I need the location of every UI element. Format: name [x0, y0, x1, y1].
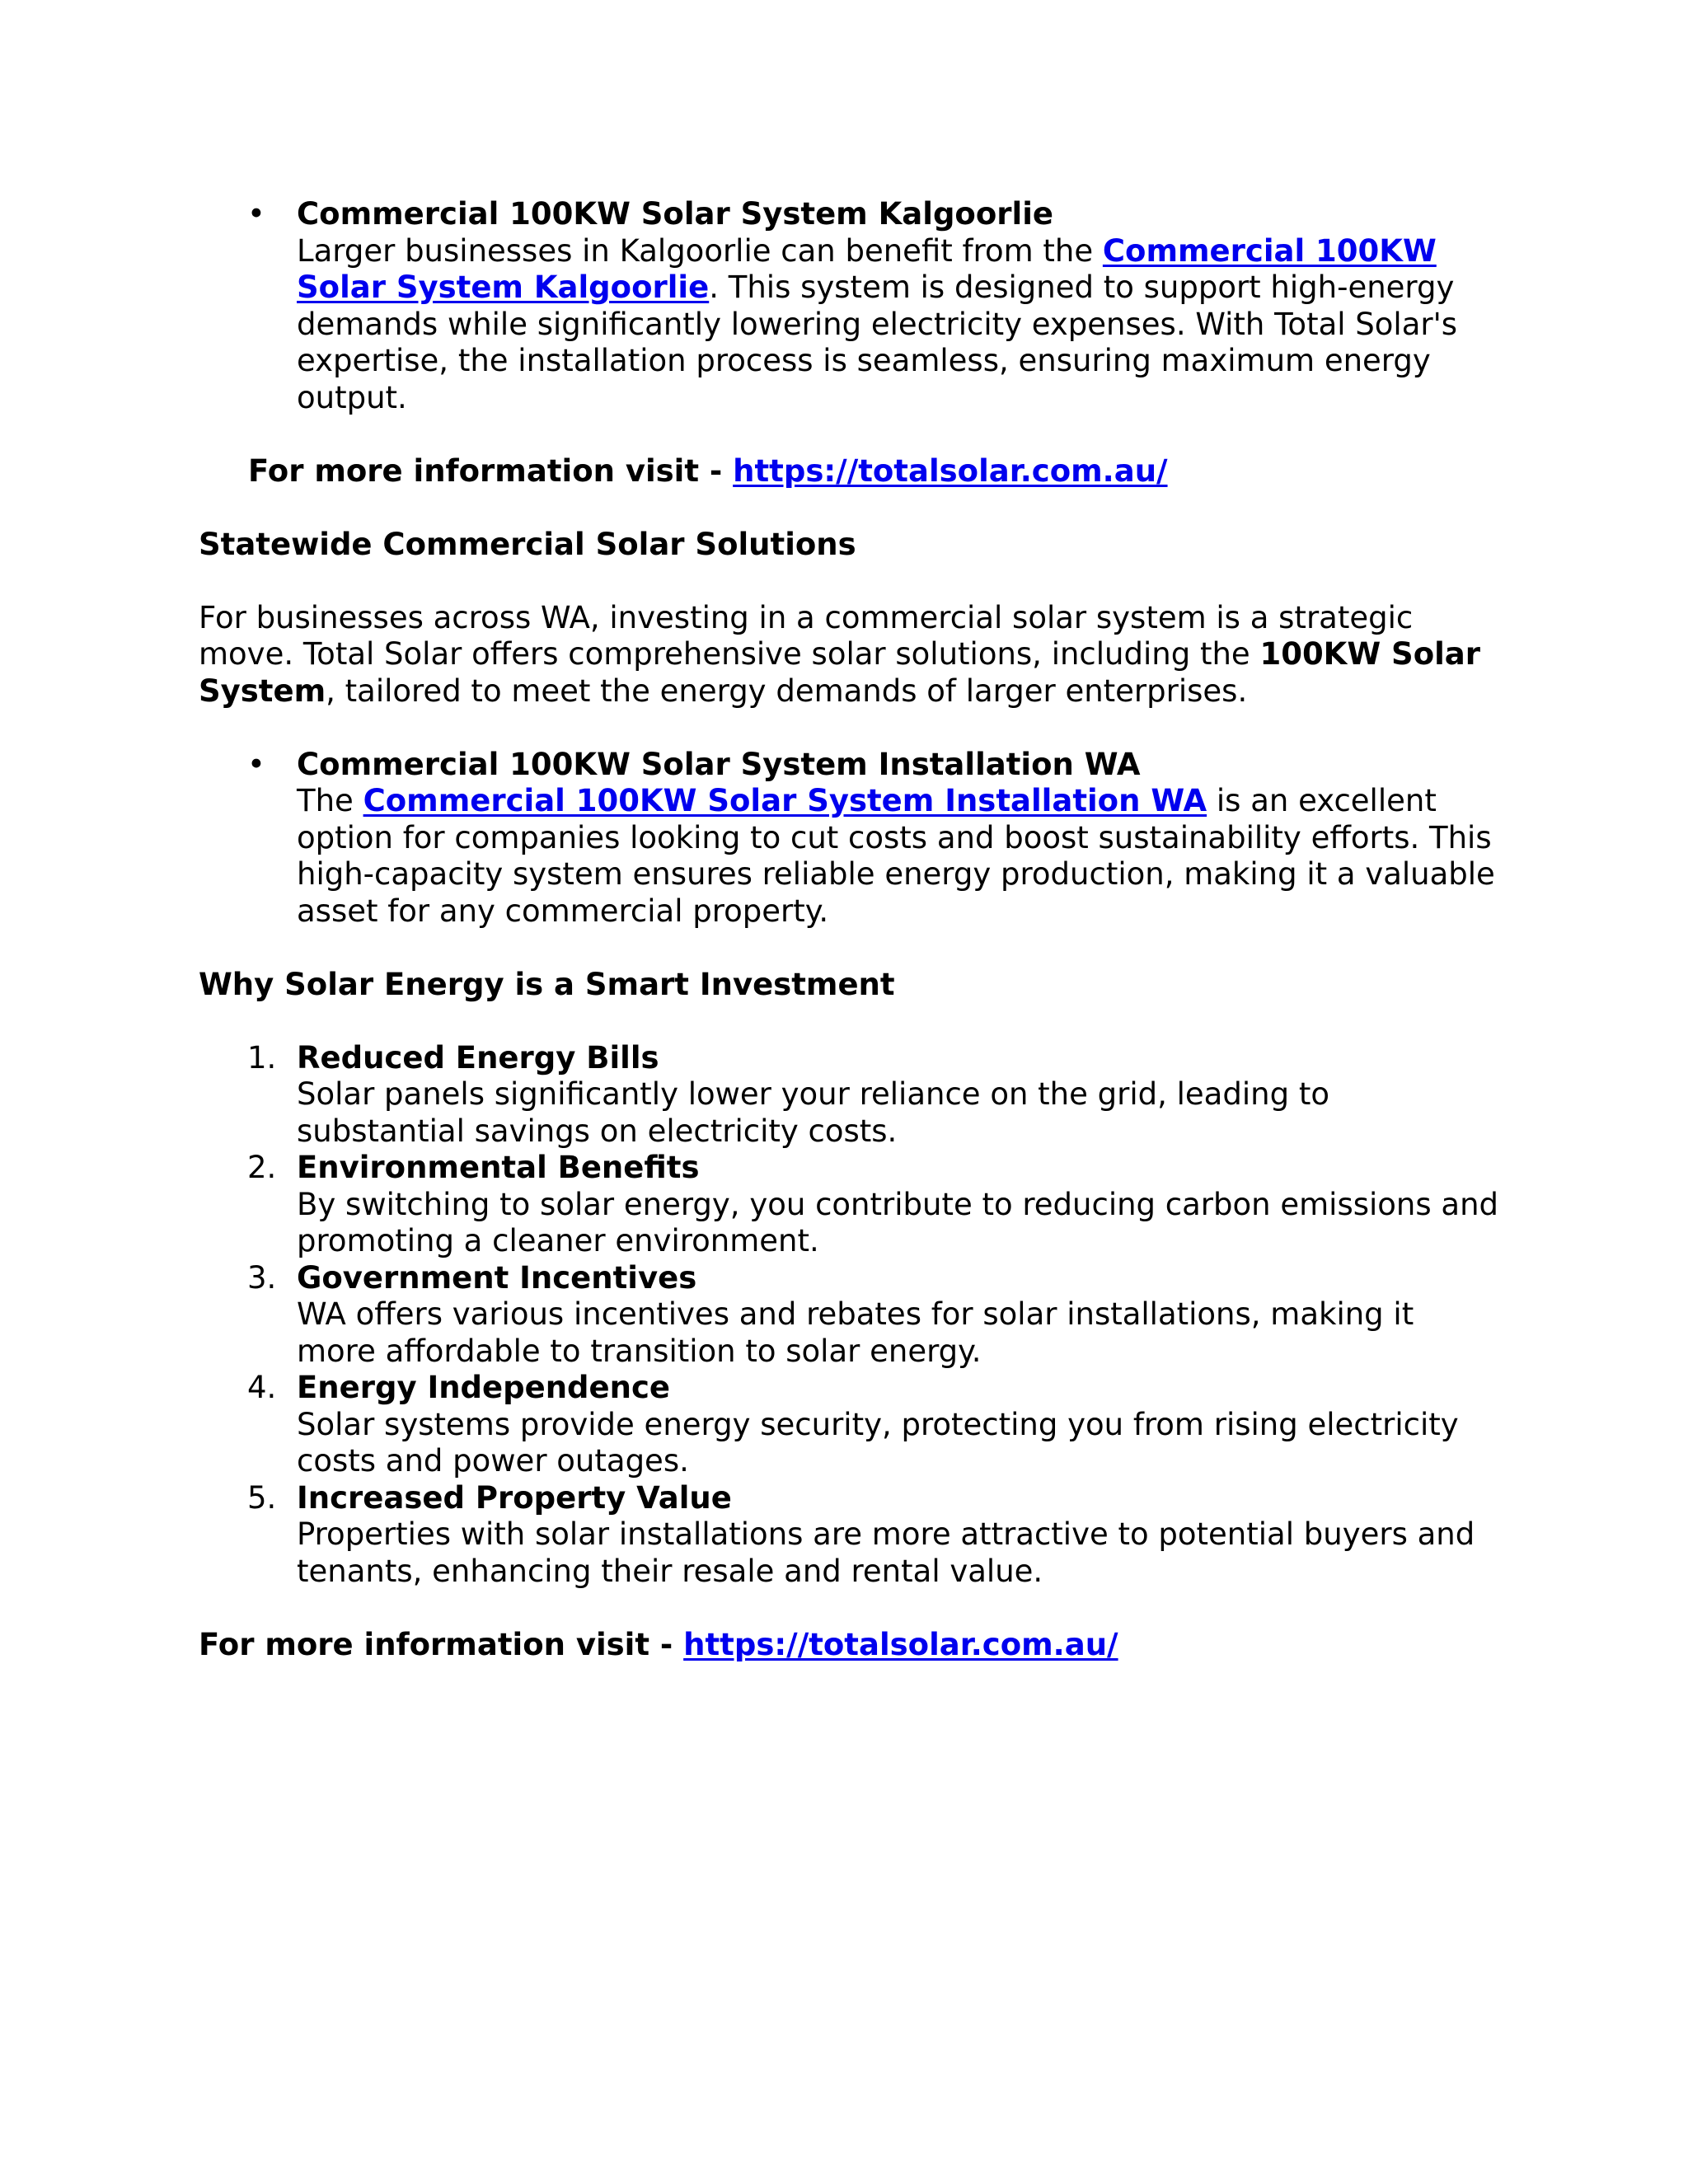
body-text: is an excellent option for companies looking to cut costs and boost sustainability efforts. This high-capacity system ensures reliable energy production, making it a valuable asset for any commercial property.	[297, 783, 1495, 929]
item-body: By switching to solar energy, you contribute to reducing carbon emissions and promoting a cleaner environment.	[297, 1186, 1499, 1258]
document-page	[199, 196, 1501, 1663]
item-title: Energy Independence	[297, 1370, 670, 1405]
installation-bullet-list	[199, 747, 1501, 930]
body-text: , tailored to meet the energy demands of larger enterprises.	[326, 673, 1248, 709]
item-title: Environmental Benefits	[297, 1150, 700, 1185]
item-title: Commercial 100KW Solar System Kalgoorlie	[297, 196, 1053, 232]
statewide-paragraph	[199, 600, 1501, 710]
item-body	[297, 233, 1501, 417]
bullet-icon: •	[247, 196, 265, 232]
body-text: The	[297, 783, 363, 818]
item-title: Reduced Energy Bills	[297, 1039, 659, 1076]
totalsolar-link[interactable]: https://totalsolar.com.au/	[683, 1626, 1118, 1662]
list-item	[247, 1370, 1501, 1480]
list-number: 4.	[247, 1370, 277, 1405]
installation-wa-link[interactable]: Commercial 100KW Solar System Installation WA	[363, 783, 1207, 818]
more-info-label: For more information visit -	[248, 452, 734, 489]
kalgoorlie-bullet-list	[199, 196, 1501, 416]
list-item	[247, 196, 1501, 416]
item-body: WA offers various incentives and rebates for solar installations, making it more affordable to transition to solar energy.	[297, 1296, 1414, 1369]
item-title: Commercial 100KW Solar System Installation WA	[297, 746, 1141, 782]
body-text: For businesses across WA, investing in a commercial solar system is a strategic move. Total Solar offers comprehensive solar solutions, including the	[199, 599, 1414, 672]
totalsolar-link[interactable]: https://totalsolar.com.au/	[733, 452, 1168, 489]
list-number: 3.	[247, 1259, 277, 1296]
item-title: Increased Property Value	[297, 1479, 732, 1516]
more-info-line	[199, 453, 1501, 490]
item-body: Properties with solar installations are more attractive to potential buyers and tenants, enhancing their resale and rental value.	[297, 1516, 1475, 1589]
bullet-icon: •	[247, 746, 265, 782]
section-heading: Statewide Commercial Solar Solutions	[199, 526, 856, 562]
list-number: 1.	[247, 1039, 277, 1076]
benefits-list	[199, 1040, 1501, 1591]
item-body: Solar systems provide energy security, protecting you from rising electricity costs and power outages.	[297, 1406, 1459, 1479]
more-info-label: For more information visit -	[199, 1626, 684, 1662]
list-number: 2.	[247, 1150, 277, 1185]
list-item	[247, 1039, 1501, 1151]
list-item	[247, 746, 1501, 930]
bold-text: 100KW Solar System	[199, 636, 1481, 709]
list-item	[247, 1259, 1501, 1371]
item-title: Government Incentives	[297, 1259, 697, 1296]
list-item	[247, 1150, 1501, 1260]
list-item	[247, 1479, 1501, 1591]
item-body	[297, 783, 1501, 930]
list-number: 5.	[247, 1479, 277, 1516]
section-heading: Why Solar Energy is a Smart Investment	[199, 966, 895, 1002]
more-info-line	[199, 1627, 1501, 1664]
item-body: Solar panels significantly lower your reliance on the grid, leading to substantial savings on electricity costs.	[297, 1076, 1329, 1149]
body-text: Larger businesses in Kalgoorlie can benefit from the	[297, 232, 1103, 269]
kalgoorlie-system-link[interactable]: Commercial 100KW Solar System Kalgoorlie	[297, 232, 1437, 305]
body-text: . This system is designed to support high-energy demands while significantly lowering electricity expenses. With Total Solar's expertise, the installation process is seamless, ensuring maximum energy output.	[297, 269, 1458, 415]
